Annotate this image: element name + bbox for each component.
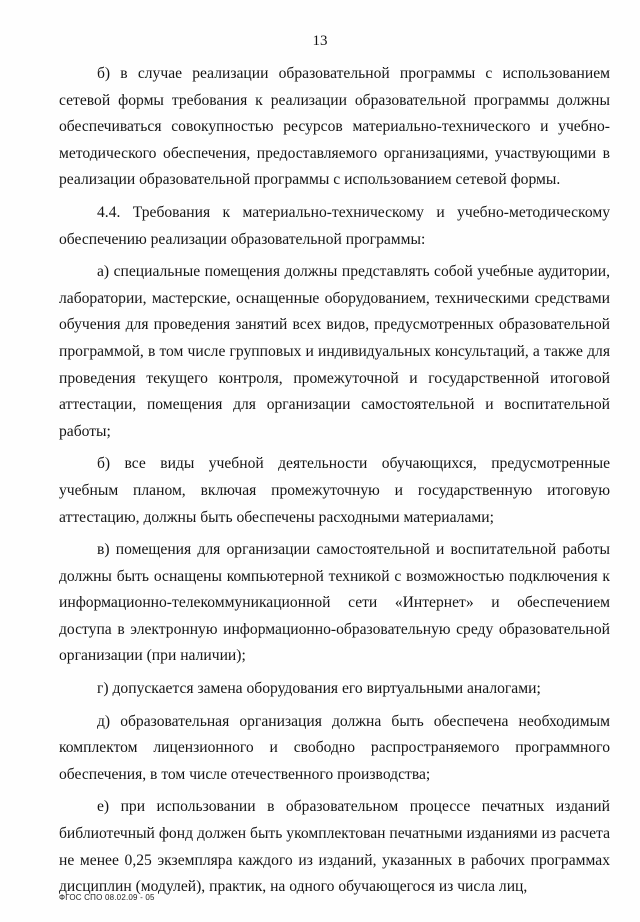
paragraph-b-network-form: б) в случае реализации образовательной программы с использованием сетевой формы требования к реализации образовательной программы должны обеспечиваться совокупностью ресурсов материально-технического и учебно-методического обеспечения, предоставляемого организациями, участвующими в реализации образовательной программы с использованием сетевой формы.: [59, 65, 610, 189]
document-body: [59, 61, 610, 901]
paragraph-d-software: д) образовательная организация должна быть обеспечена необходимым комплектом лицензионного и свободно распространяемого программного обеспечения, в том числе отечественного производства;: [59, 712, 610, 783]
page-number: 13: [312, 33, 328, 49]
paragraph-g-virtual-analogs: г) допускается замена оборудования его виртуальными аналогами;: [97, 680, 541, 698]
paragraph-e-library-fund: е) при использовании в образовательном процессе печатных изданий библиотечный фонд должен быть укомплектован печатными изданиями из расчета не менее 0,25 экземпляра каждого из изданий, указанных в рабочих программах дисциплин (модулей), практик, на одного обучающегося из числа лиц,: [59, 798, 610, 896]
document-footer-code: ФГОС СПО 08.02.09 - 05: [59, 893, 155, 902]
paragraph-4-4-heading: 4.4. Требования к материально-техническому и учебно-методическому обеспечению реализации образовательной программы:: [59, 203, 610, 248]
paragraph-b-consumables: б) все виды учебной деятельности обучающихся, предусмотренные учебным планом, включая промежуточную и государственную итоговую аттестацию, должны быть обеспечены расходными материалами;: [59, 455, 610, 526]
paragraph-v-computer-equipment: в) помещения для организации самостоятельной и воспитательной работы должны быть оснащены компьютерной техникой с возможностью подключения к информационно-телекоммуникационной сети «Интернет» и обеспечением доступа в электронную информационно-образовательную среду образовательной организации (при наличии);: [59, 541, 610, 665]
paragraph-a-special-rooms: а) специальные помещения должны представлять собой учебные аудитории, лаборатории, мастерские, оснащенные оборудованием, техническими средствами обучения для проведения занятий всех видов, предусмотренных образовательной программой, в том числе групповых и индивидуальных консультаций, а также для проведения текущего контроля, промежуточной и государственной итоговой аттестации, помещения для организации самостоятельной и воспитательной работы;: [59, 263, 610, 440]
